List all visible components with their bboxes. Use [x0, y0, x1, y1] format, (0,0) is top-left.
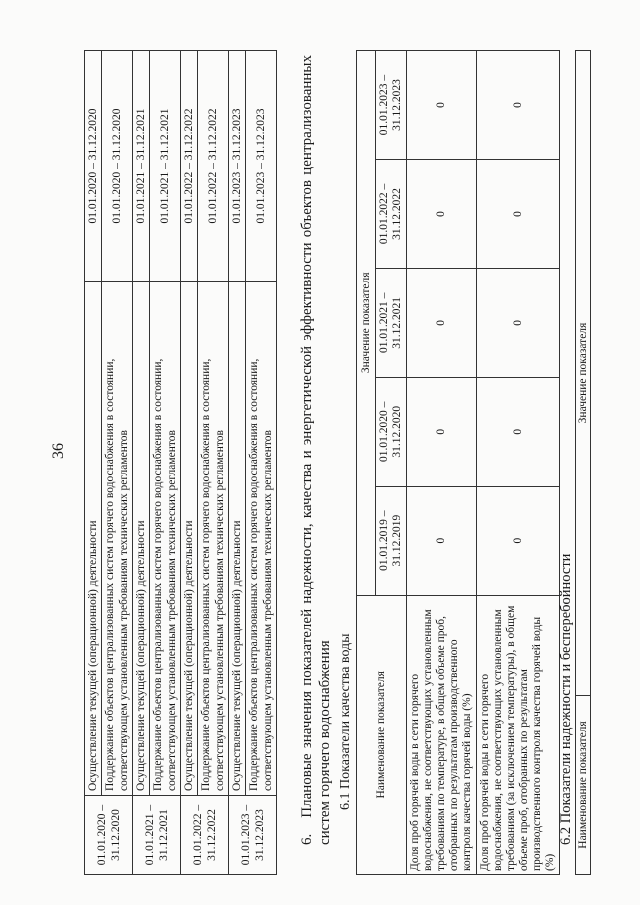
activity-cell: Осуществление текущей (операционной) деятельности — [133, 282, 150, 796]
section-number: 6. — [299, 833, 315, 845]
indicator-value: 0 — [407, 51, 477, 160]
table-row — [477, 51, 560, 875]
dates-cell: 01.01.2023 – 31.12.2023 — [246, 51, 277, 282]
activity-cell: Поддержание объектов централизованных систем горячего водоснабжения в состоянии, соответствующем установленным требованиям технических регламентов — [102, 282, 133, 796]
dates-cell: 01.01.2021 – 31.12.2021 — [150, 51, 181, 282]
table-row — [181, 51, 198, 875]
indicator-name: Доля проб горячей воды в сети горячего водоснабжения, не соответствующих установленным требованиям (за исключением температуры), в общем объеме проб, отобранных по результатам производственного контроля качества горячей воды (%) — [477, 595, 560, 874]
period-cell: 01.01.2020 – 31.12.2020 — [85, 796, 133, 875]
indicator-value: 0 — [477, 268, 560, 377]
table-header-row — [576, 51, 591, 875]
year-header: 01.01.2022 – 31.12.2022 — [376, 159, 407, 268]
table-row — [246, 51, 277, 875]
period-cell: 01.01.2021 – 31.12.2021 — [133, 796, 181, 875]
activity-cell: Осуществление текущей (операционной) деятельности — [85, 282, 102, 796]
table-row — [150, 51, 181, 875]
activity-cell: Осуществление текущей (операционной) деятельности — [229, 282, 246, 796]
dates-cell: 01.01.2022 – 31.12.2022 — [181, 51, 198, 282]
dates-cell: 01.01.2020 – 31.12.2020 — [85, 51, 102, 282]
dates-cell: 01.01.2020 – 31.12.2020 — [102, 51, 133, 282]
year-header: 01.01.2023 – 31.12.2023 — [376, 51, 407, 160]
water-quality-table — [356, 50, 560, 875]
indicator-value: 0 — [477, 51, 560, 160]
reliability-table — [575, 50, 591, 875]
table-row — [102, 51, 133, 875]
period-cell: 01.01.2023 – 31.12.2023 — [229, 796, 277, 875]
table-row — [229, 51, 246, 875]
year-header: 01.01.2021 – 31.12.2021 — [376, 268, 407, 377]
value-column-header: Значение показателя — [576, 51, 591, 696]
subsection-6-1-title: 6.1 Показатели качества воды — [338, 633, 353, 810]
section-6-heading — [298, 55, 334, 845]
year-header: 01.01.2019 – 31.12.2019 — [376, 486, 407, 595]
table-row — [133, 51, 150, 875]
activity-cell: Поддержание объектов централизованных систем горячего водоснабжения в состоянии, соответствующем установленным требованиям технических регламентов — [246, 282, 277, 796]
activity-cell: Поддержание объектов централизованных систем горячего водоснабжения в состоянии, соответствующем установленным требованиям технических регламентов — [198, 282, 229, 796]
indicator-value: 0 — [477, 486, 560, 595]
table-row — [198, 51, 229, 875]
indicator-value: 0 — [407, 377, 477, 486]
indicator-value: 0 — [477, 377, 560, 486]
name-column-header: Наименование показателя — [357, 595, 407, 874]
indicator-value: 0 — [407, 486, 477, 595]
activity-cell: Осуществление текущей (операционной) деятельности — [181, 282, 198, 796]
dates-cell: 01.01.2021 – 31.12.2021 — [133, 51, 150, 282]
value-column-header: Значение показателя — [357, 51, 376, 596]
indicator-name: Доля проб горячей воды в сети горячего водоснабжения, не соответствующих установленным требованиям по температуре, в общем объеме проб, отобранных по результатам производственного контроля качества горячей воды (%) — [407, 595, 477, 874]
table-header-row — [357, 51, 376, 875]
section-title: Плановые значения показателей надежности, качества и энергетической эффективности объектов централизованных систем горячего водоснабжения — [299, 55, 333, 845]
page-number: 36 — [50, 443, 67, 459]
subsection-6-2-title: 6.2 Показатели надежности и бесперебойности — [558, 553, 574, 845]
table-row — [407, 51, 477, 875]
dates-cell: 01.01.2022 – 31.12.2022 — [198, 51, 229, 282]
year-header: 01.01.2020 – 31.12.2020 — [376, 377, 407, 486]
activity-cell: Поддержание объектов централизованных систем горячего водоснабжения в состоянии, соответствующем установленным требованиям технических регламентов — [150, 282, 181, 796]
table-row — [85, 51, 102, 875]
name-column-header: Наименование показателя — [576, 696, 591, 875]
indicator-value: 0 — [407, 268, 477, 377]
period-cell: 01.01.2022 – 31.12.2022 — [181, 796, 229, 875]
schedule-table — [84, 50, 277, 875]
indicator-value: 0 — [407, 159, 477, 268]
indicator-value: 0 — [477, 159, 560, 268]
dates-cell: 01.01.2023 – 31.12.2023 — [229, 51, 246, 282]
